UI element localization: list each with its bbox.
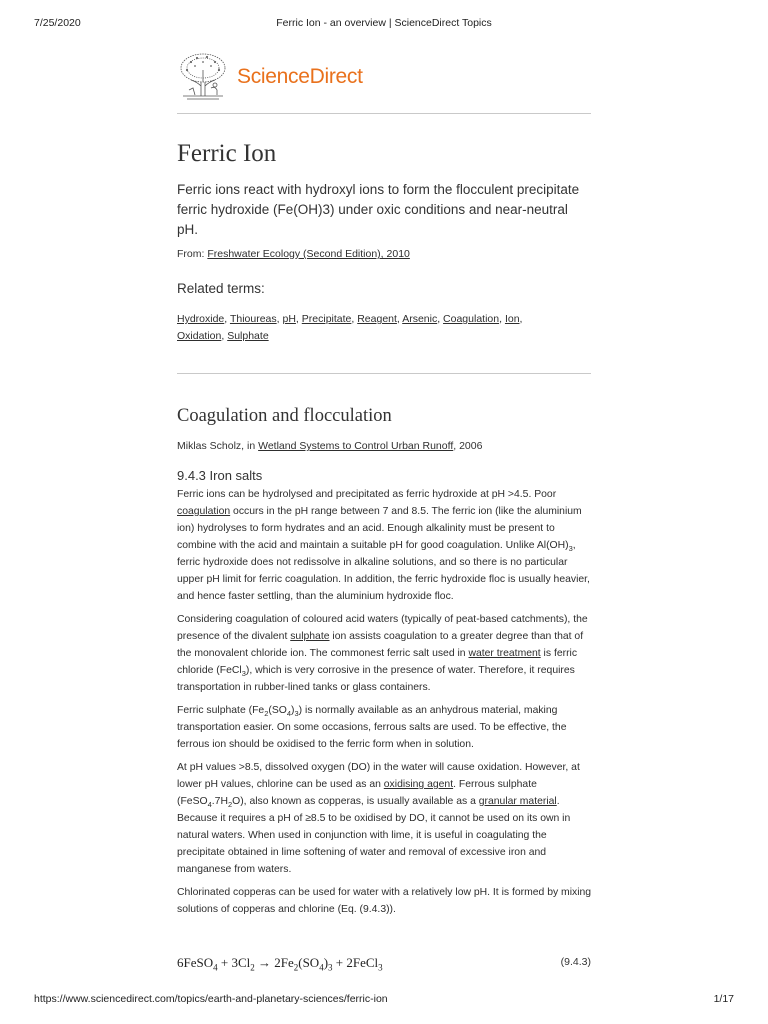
page-title: Ferric Ion — [177, 140, 277, 167]
eq-term: 6FeSO — [177, 955, 214, 970]
text-run: O), also known as copperas, is usually available as a — [232, 796, 479, 807]
related-term-hydroxide[interactable]: Hydroxide — [177, 313, 225, 325]
text-run: ion assists coagulation to a greater degree than that of the monovalent chloride ion. The commonest ferric salt used in — [177, 631, 584, 659]
link-water-treatment[interactable]: water treatment — [468, 648, 541, 659]
text-run: ), which is very corrosive in the presence of water. Therefore, it requires transportation in rubber-lined tanks or glass containers. — [177, 665, 575, 693]
eq-subscript: 3 — [378, 962, 383, 973]
eq-term: ) — [323, 955, 329, 970]
related-terms-heading: Related terms: — [177, 281, 265, 296]
print-date: 7/25/2020 — [34, 17, 81, 29]
equation-number: (9.4.3) — [560, 956, 591, 968]
link-sulphate[interactable]: sulphate — [290, 631, 330, 642]
from-label: From: — [177, 248, 205, 260]
equation-9-4-3 — [177, 955, 591, 973]
eq-term: + 3Cl — [217, 955, 251, 970]
related-term-coagulation[interactable]: Coagulation — [443, 313, 500, 325]
print-header — [0, 0, 768, 40]
article-body — [177, 486, 593, 924]
divider — [177, 373, 591, 374]
text-run: (SO — [268, 705, 287, 716]
paragraph: Chlorinated copperas can be used for water with a relatively low pH. It is formed by mixing solutions of copperas and chlorine (Eq. (9.4.3)). — [177, 887, 592, 915]
subscript: 3 — [568, 544, 573, 554]
subscript: 2 — [227, 800, 233, 810]
text-run: Ferric sulphate (Fe — [177, 705, 265, 716]
text-run: , ferric hydroxide does not redissolve in alkaline solutions, and so there is no particular upper pH limit for ferric coagulation. In addition, the ferric hydroxide floc is usually heavier, and hence faster settling, than the aluminium hydroxide floc. — [177, 540, 590, 602]
link-coagulation[interactable]: coagulation — [177, 506, 231, 517]
eq-subscript: 3 — [328, 962, 333, 973]
eq-term: → 2Fe — [254, 955, 294, 970]
topic-definition: Ferric ions react with hydroxyl ions to form the flocculent precipitate ferric hydroxide (Fe(OH)3) under oxic conditions and near-neutral pH. — [177, 182, 580, 237]
related-term-precipitate[interactable]: Precipitate — [301, 313, 352, 325]
elsevier-tree-logo-icon — [177, 52, 229, 102]
print-page-number: 1/17 — [713, 993, 734, 1005]
chapter-attribution — [177, 440, 482, 452]
eq-subscript: 2 — [293, 962, 299, 973]
related-term-reagent[interactable]: Reagent — [357, 313, 397, 325]
subscript: 3 — [241, 669, 246, 679]
text-run: . Because it requires a pH of ≥8.5 to be oxidised by DO, it cannot be used on its own in natural waters. When used in conjunction with lime, it is useful in coagulating the precipitate obtained in lime softening of water and removal of excessive iron and manganese from waters. — [177, 796, 571, 875]
paragraph — [177, 611, 593, 696]
subscript: 4 — [207, 800, 212, 810]
link-granular-material[interactable]: granular material — [478, 796, 557, 807]
text-run: ) — [291, 705, 295, 716]
text-run: Ferric ions can be hydrolysed and precipitated as ferric hydroxide at pH >4.5. Poor — [177, 489, 557, 500]
related-term-sulphate[interactable]: Sulphate — [227, 330, 269, 342]
eq-term: + 2FeCl — [332, 955, 379, 970]
print-footer — [0, 990, 768, 1024]
definition-source — [177, 248, 410, 260]
publication-year: , 2006 — [453, 440, 483, 452]
eq-subscript: 2 — [250, 962, 255, 973]
related-term-oxidation[interactable]: Oxidation — [177, 330, 222, 342]
related-term-ph[interactable]: pH — [282, 313, 296, 325]
paragraph — [177, 702, 593, 753]
text-run: ) is normally available as an anhydrous material, making transportation easier. On some occasions, ferrous salts are used. To be effective, the ferrous ion should be oxidised to the ferric form when in solution. — [177, 705, 567, 750]
related-term-ion[interactable]: Ion — [504, 313, 520, 325]
subscript: 3 — [294, 709, 299, 719]
author-name: Miklas Scholz, in — [177, 440, 256, 452]
text-run: At pH values >8.5, dissolved oxygen (DO) in the water will cause oxidation. However, at lower pH values, chlorine can be used as an — [177, 762, 580, 790]
text-run: Considering coagulation of coloured acid waters (typically of peat-based catchments), the presence of the divalent — [177, 614, 588, 642]
print-url: https://www.sciencedirect.com/topics/earth-and-planetary-sciences/ferric-ion — [34, 993, 388, 1005]
eq-subscript: 4 — [319, 962, 324, 973]
text-run: is ferric chloride (FeCl — [177, 648, 578, 676]
related-term-arsenic[interactable]: Arsenic — [402, 313, 438, 325]
related-term-thioureas[interactable]: Thioureas — [229, 313, 277, 325]
subscript: 2 — [264, 709, 269, 719]
related-terms-list: Hydroxide, Thioureas, pH, Precipitate, Reagent, Arsenic, Coagulation, Ion, Oxidation, Sulphate — [177, 313, 523, 342]
text-run: . Ferrous sulphate (FeSO — [177, 779, 537, 807]
sciencedirect-wordmark: ScienceDirect — [237, 65, 363, 88]
text-run: .7H — [211, 796, 228, 807]
equation-formula — [177, 955, 383, 971]
divider — [177, 113, 591, 114]
eq-subscript: 4 — [213, 962, 218, 973]
link-oxidising-agent[interactable]: oxidising agent — [383, 779, 454, 790]
subscript: 4 — [286, 709, 292, 719]
text-run: occurs in the pH range between 7 and 8.5. The ferric ion (like the aluminium ion) hydrolyses to form hydrates and an acid. Enough alkalinity must be present to combine with the acid and maintain a suitable pH for good coagulation. Unlike Al(OH) — [177, 506, 582, 551]
paragraph — [177, 486, 593, 605]
paragraph — [177, 759, 593, 878]
source-link[interactable]: Freshwater Ecology (Second Edition), 2010 — [207, 248, 410, 260]
book-link[interactable]: Wetland Systems to Control Urban Runoff — [258, 440, 454, 452]
print-page-title: Ferric Ion - an overview | ScienceDirect Topics — [276, 17, 492, 29]
subsection-heading: 9.4.3 Iron salts — [177, 468, 263, 483]
brand-header[interactable] — [177, 52, 591, 102]
section-title: Coagulation and flocculation — [177, 406, 392, 426]
eq-term: (SO — [298, 955, 320, 970]
